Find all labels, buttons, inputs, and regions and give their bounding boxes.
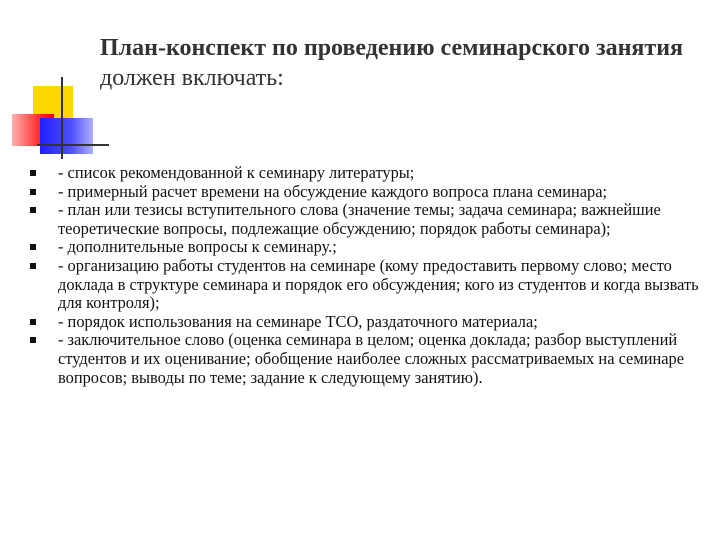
- list-item: [30, 238, 710, 257]
- slide-title: [100, 33, 700, 93]
- bullet-square-icon: [30, 244, 36, 250]
- list-item-text: - список рекомендованной к семинару литературы;: [58, 163, 415, 182]
- list-item-text: - примерный расчет времени на обсуждение каждого вопроса плана семинара;: [58, 181, 608, 201]
- list-item-text: - порядок использования на семинаре ТСО, раздаточного материала;: [58, 311, 538, 331]
- list-item-text: - план или тезисы вступительного слова (значение темы; задача семинара; важнейшие теоретические вопросы, подлежащие обсуждению; порядок работы семинара);: [58, 200, 661, 238]
- bullet-square-icon: [30, 319, 36, 325]
- decor-horizontal-line: [37, 144, 109, 146]
- bullet-square-icon: [30, 337, 36, 343]
- list-item: [30, 257, 710, 313]
- list-item: [30, 201, 710, 238]
- list-item-text: - организацию работы студентов на семинаре (кому предоставить первому слово; место доклада в структуре семинара и порядок его обсуждения; кого из студентов и когда вызвать для контроля);: [58, 255, 699, 313]
- bullet-square-icon: [30, 189, 36, 195]
- decor-blue-square: [40, 118, 93, 154]
- slide-title-normal: должен включать:: [100, 65, 284, 91]
- list-item: [30, 183, 710, 202]
- list-item: [30, 313, 710, 332]
- list-item: [30, 164, 710, 183]
- bullet-square-icon: [30, 170, 36, 176]
- bullet-square-icon: [30, 207, 36, 213]
- decor-vertical-line: [61, 77, 63, 159]
- bullet-list: [30, 164, 710, 387]
- bullet-square-icon: [30, 263, 36, 269]
- list-item-text: - дополнительные вопросы к семинару.;: [58, 237, 337, 257]
- list-item: [30, 331, 710, 387]
- slide-title-bold: План-конспект по проведению семинарского занятия: [100, 35, 684, 61]
- list-item-text: - заключительное слово (оценка семинара в целом; оценка доклада; разбор выступлений студентов и их оценивание; обобщение наиболее сложных рассматриваемых на семинаре вопросов; выводы по теме; задание к следующему занятию).: [58, 330, 684, 387]
